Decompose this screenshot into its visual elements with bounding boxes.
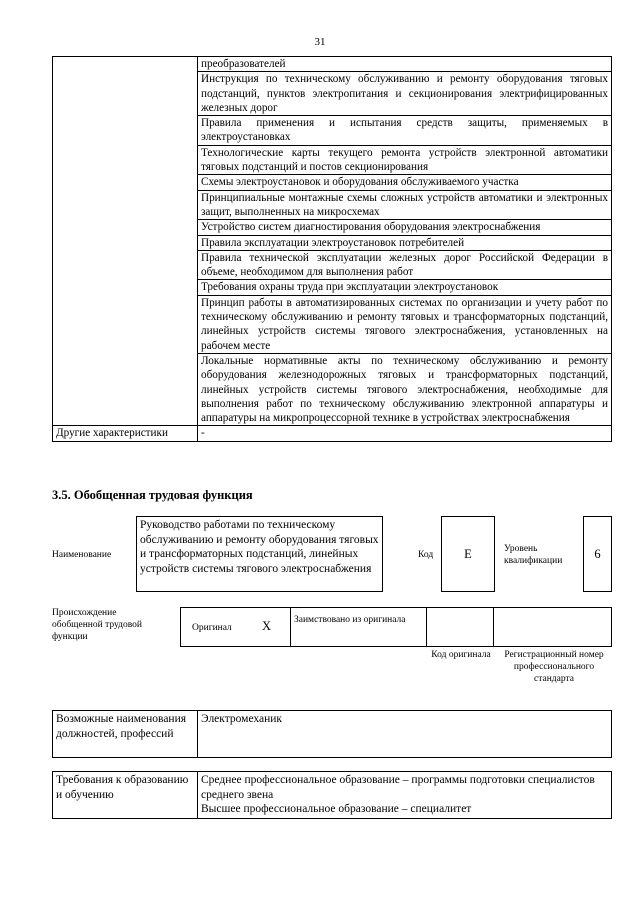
caption-code: Код оригинала <box>431 650 491 660</box>
code-label: Код <box>418 550 434 560</box>
function-name-box <box>136 516 383 592</box>
education-line: Среднее профессиональное образование – программы подготовки специалистов среднего звена <box>201 774 595 801</box>
knowledge-item: Правила применения и испытания средств защиты, применяемых в электроустановках <box>198 116 612 146</box>
other-characteristics-value: - <box>198 426 612 441</box>
positions-value: Электромеханик <box>198 711 612 758</box>
origin-divider <box>426 607 427 647</box>
positions-label: Возможные наименования должностей, профессий <box>53 711 198 758</box>
knowledge-item: преобразователей <box>198 57 612 72</box>
education-table <box>52 771 612 819</box>
other-characteristics-label: Другие характеристики <box>53 426 198 441</box>
level-value: 6 <box>594 546 601 561</box>
education-value <box>198 772 612 819</box>
level-label: Уровень квалификации <box>504 544 563 566</box>
knowledge-item: Инструкция по техническому обслуживанию и ремонту оборудования тяговых подстанций, пунктов электропитания и секционирования электрифицированных железных дорог <box>198 72 612 116</box>
origin-label: Происхождение обобщенной трудовой функции <box>52 608 142 642</box>
caption-regnum: Регистрационный номер профессионального стандарта <box>504 650 604 684</box>
knowledge-item: Схемы электроустановок и оборудования обслуживаемого участка <box>198 175 612 190</box>
original-mark: X <box>262 619 272 633</box>
origin-divider <box>493 607 494 647</box>
knowledge-left-cell <box>53 57 198 426</box>
knowledge-item: Устройство систем диагностирования оборудования электроснабжения <box>198 220 612 235</box>
code-value: E <box>464 546 472 561</box>
origin-divider <box>290 607 291 647</box>
table-row <box>53 711 612 758</box>
positions-table <box>52 710 612 758</box>
knowledge-item: Правила технической эксплуатации железных дорог Российской Федерации в объеме, необходимом для выполнения работ <box>198 250 612 280</box>
original-label: Оригинал <box>192 623 232 633</box>
knowledge-item: Локальные нормативные акты по техническому обслуживанию и ремонту оборудования железнодорожных тяговых и трансформаторных подстанций, линейных устройств системы тягового электроснабжения, необходимые для выполнения работ по техническому обслуживанию электронной аппаратуры и аппаратуры на микропроцессорной технике в устройствах электроснабжения <box>198 353 612 425</box>
knowledge-item: Принципиальные монтажные схемы сложных устройств автоматики и электронных защит, выполненных на микросхемах <box>198 190 612 220</box>
borrowed-label: Заимствовано из оригинала <box>294 615 406 625</box>
origin-box <box>180 607 612 647</box>
section-title: 3.5. Обобщенная трудовая функция <box>52 488 253 502</box>
table-row <box>53 57 612 72</box>
table-row <box>53 426 612 441</box>
knowledge-item: Принцип работы в автоматизированных системах по организации и учету работ по техническому обслуживанию и ремонту тяговых и трансформаторных подстанций, линейных устройств системы тягового электроснабжения, установленных на рабочем месте <box>198 295 612 353</box>
knowledge-item: Требования охраны труда при эксплуатации электроустановок <box>198 280 612 295</box>
knowledge-item: Технологические карты текущего ремонта устройств электронной автоматики тяговых подстанций и постов секционирования <box>198 145 612 175</box>
education-line: Высшее профессиональное образование – специалитет <box>201 803 472 815</box>
education-label: Требования к образованию и обучению <box>53 772 198 819</box>
level-box <box>583 516 612 592</box>
table-row <box>53 772 612 819</box>
code-box <box>441 516 495 592</box>
name-label: Наименование <box>52 550 112 560</box>
knowledge-item: Правила эксплуатации электроустановок потребителей <box>198 235 612 250</box>
function-name-value: Руководство работами по техническому обслуживанию и ремонту оборудования тяговых и трансформаторных подстанций, линейных устройств системы тягового электроснабжения <box>140 519 379 575</box>
page-number: 31 <box>314 36 326 48</box>
knowledge-table <box>52 56 612 442</box>
